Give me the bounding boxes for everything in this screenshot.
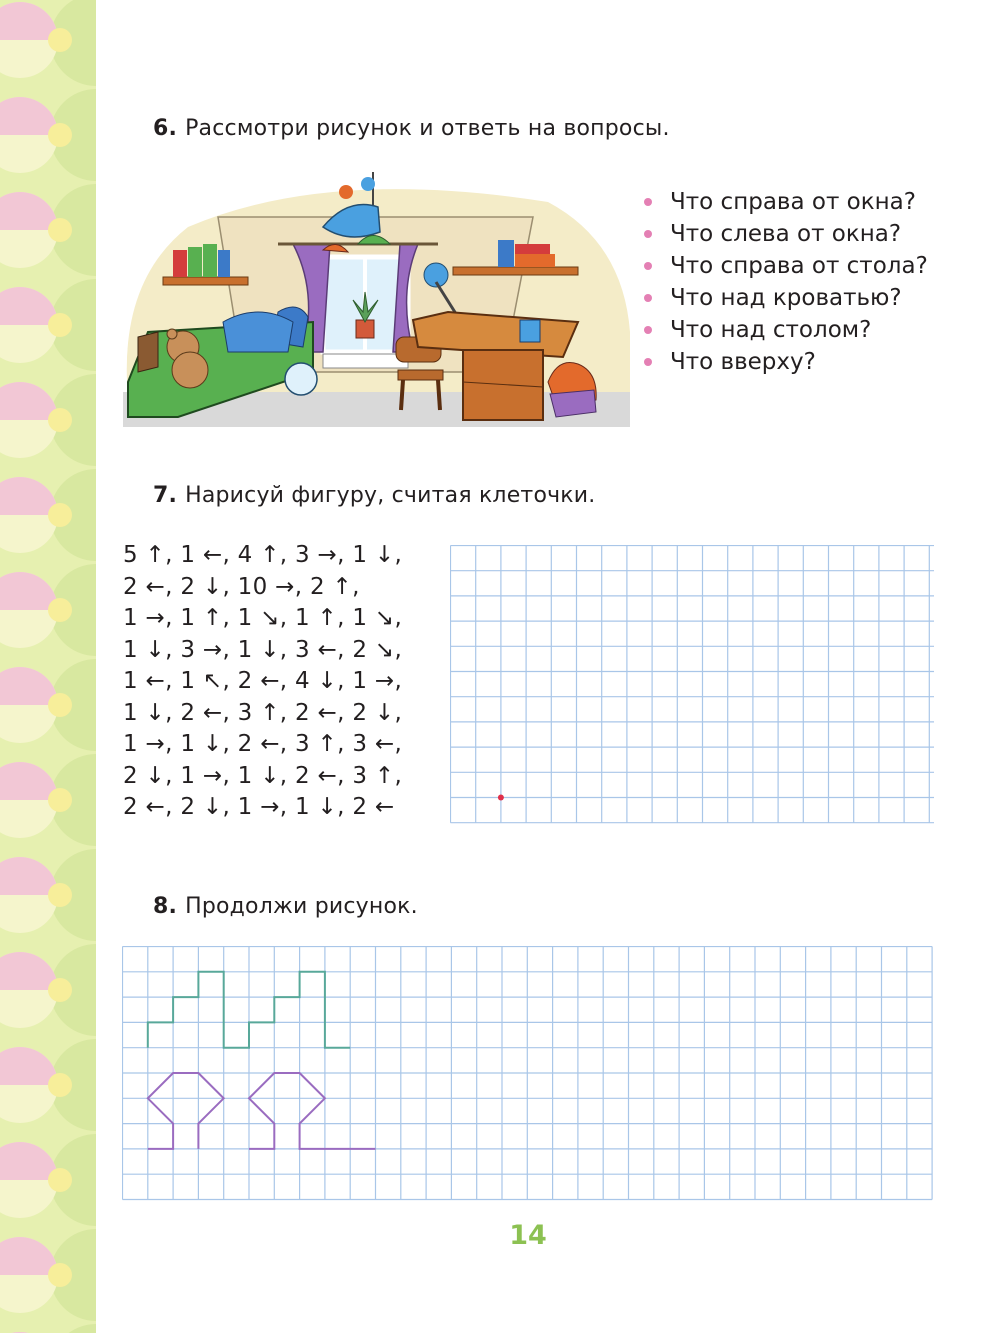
task-8-number: 8. — [153, 894, 178, 919]
bullet-icon — [644, 358, 652, 366]
grid-lines — [123, 947, 933, 1200]
task-8-title: Продолжи рисунок. — [185, 894, 418, 919]
question-item — [644, 346, 928, 378]
question-item — [644, 186, 928, 218]
question-item — [644, 282, 928, 314]
instruction-line: 2 ←, 2 ↓, 10 →, 2 ↑, — [123, 573, 360, 600]
task-6-title: Рассмотри рисунок и ответь на вопросы. — [185, 116, 670, 141]
question-text: Что вверху? — [670, 349, 816, 375]
question-item — [644, 250, 928, 282]
question-item — [644, 314, 928, 346]
instruction-line: 1 ←, 1 ↖, 2 ←, 4 ↓, 1 →, — [123, 668, 403, 694]
question-item — [644, 218, 928, 250]
question-text: Что слева от окна? — [670, 221, 902, 247]
question-text: Что над кроватью? — [670, 285, 902, 311]
bullet-icon — [644, 294, 652, 302]
instruction-line: 1 →, 1 ↓, 2 ←, 3 ↑, 3 ←, — [123, 731, 403, 757]
bullet-icon — [644, 326, 652, 334]
bullet-icon — [644, 230, 652, 238]
task-6-number: 6. — [153, 116, 178, 141]
vase-pattern — [148, 1073, 376, 1149]
children-room-illustration — [118, 172, 633, 432]
task-7-number: 7. — [153, 483, 178, 508]
page-number: 14 — [509, 1220, 547, 1251]
task-8-grid[interactable] — [122, 946, 934, 1202]
instruction-line: 1 ↓, 2 ←, 3 ↑, 2 ←, 2 ↓, — [123, 699, 403, 726]
task-7-heading — [153, 483, 595, 508]
bullet-icon — [644, 198, 652, 206]
drawing-instructions — [123, 540, 402, 824]
instruction-line: 1 →, 1 ↑, 1 ↘, 1 ↑, 1 ↘, — [123, 605, 403, 631]
question-list — [644, 186, 928, 378]
instruction-line: 2 ←, 2 ↓, 1 →, 1 ↓, 2 ← — [123, 794, 395, 820]
task-7-grid[interactable] — [450, 545, 934, 826]
bullet-icon — [644, 262, 652, 270]
task-7-title: Нарисуй фигуру, считая клеточки. — [185, 483, 596, 508]
task-6-heading — [153, 116, 670, 141]
start-dot — [498, 795, 504, 801]
question-text: Что справа от окна? — [670, 189, 916, 215]
instruction-line: 1 ↓, 3 →, 1 ↓, 3 ←, 2 ↘, — [123, 636, 403, 663]
instruction-line: 2 ↓, 1 →, 1 ↓, 2 ←, 3 ↑, — [123, 762, 403, 789]
instruction-line: 5 ↑, 1 ←, 4 ↑, 3 →, 1 ↓, — [123, 542, 403, 568]
decorative-border — [0, 0, 96, 1333]
question-text: Что над столом? — [670, 317, 872, 343]
question-text: Что справа от стола? — [670, 253, 928, 279]
task-8-heading — [153, 894, 418, 919]
grid-lines — [451, 546, 935, 823]
